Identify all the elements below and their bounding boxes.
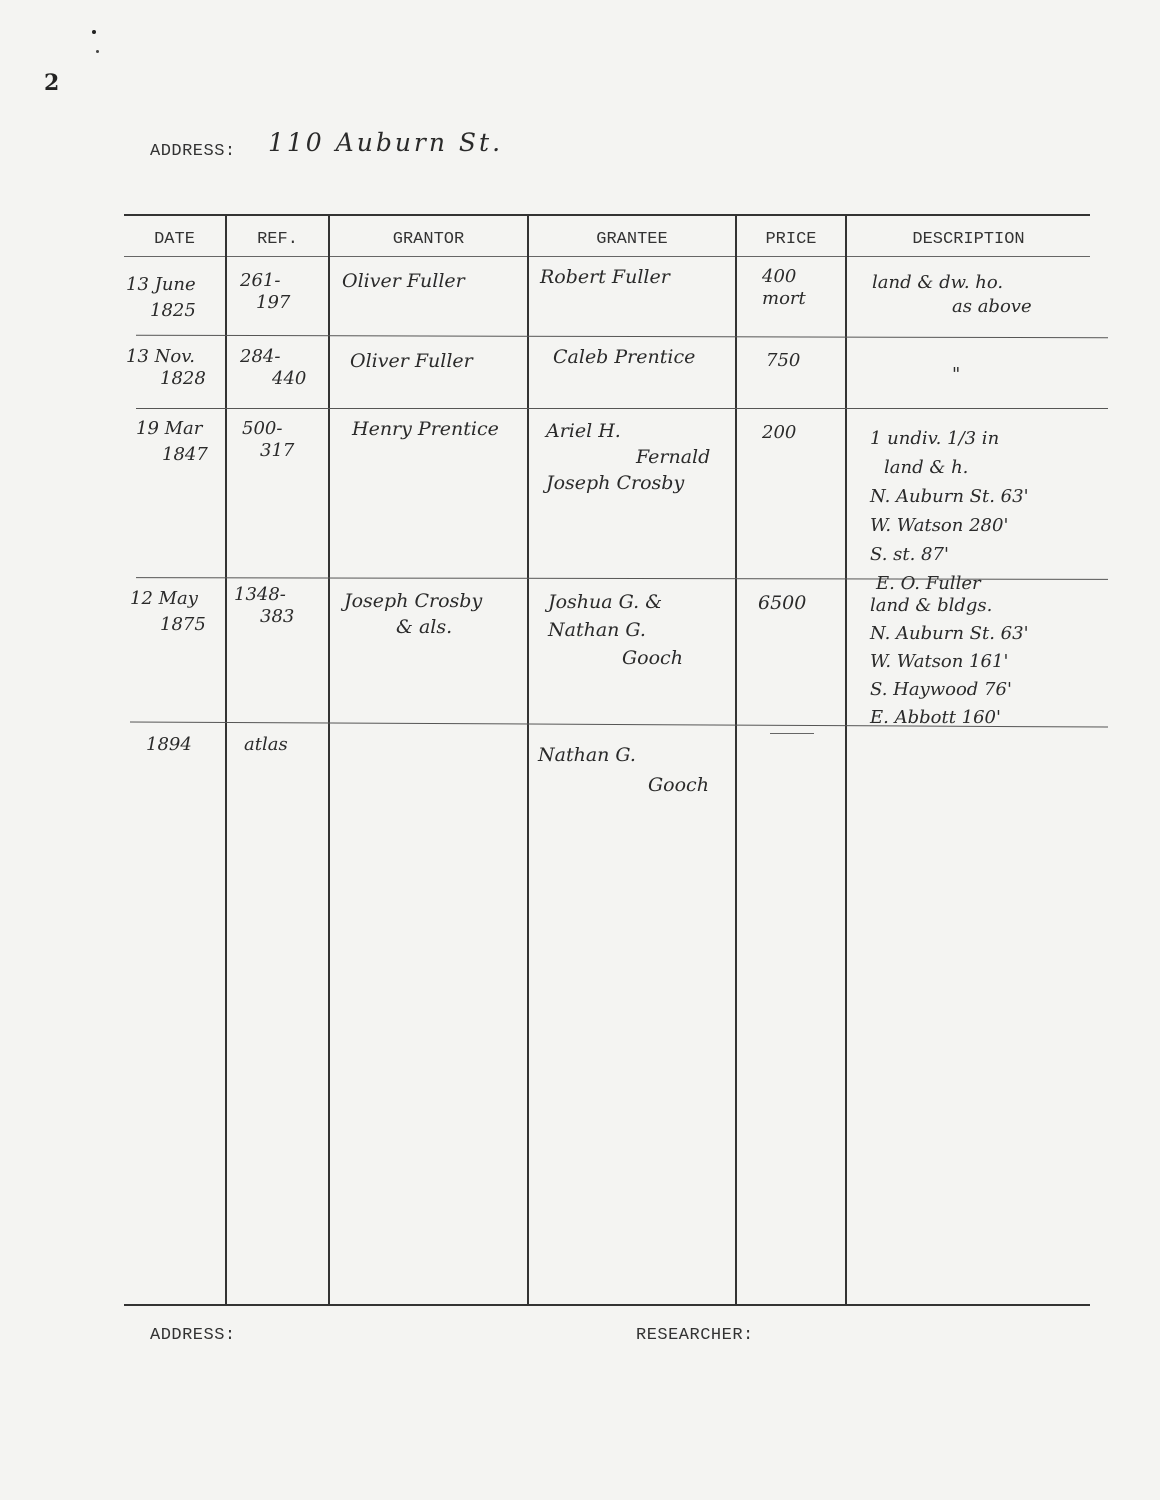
column-divider	[735, 214, 737, 1304]
column-divider	[328, 214, 330, 1304]
row-3-description: 1 undiv. 1/3 in land & h. N. Auburn St. 63' W. Watson 280' S. st. 87' E. O. Fuller	[870, 428, 1029, 594]
ink-dot	[92, 30, 96, 34]
row-4-price: 6500	[758, 592, 807, 614]
row-1-grantor: Oliver Fuller	[342, 270, 465, 292]
row-4-grantee: Joshua G. & Nathan G. Gooch	[548, 591, 683, 669]
row-3-price: 200	[762, 422, 797, 443]
table-top-rule	[124, 214, 1090, 216]
row-1-ref: 261- 197	[240, 270, 291, 313]
header-rule	[124, 256, 1090, 257]
dash-mark	[770, 733, 814, 734]
address-label: ADDRESS:	[150, 142, 236, 161]
row-separator	[136, 408, 1108, 409]
column-header-ref: REF.	[257, 230, 298, 249]
column-header-date: DATE	[154, 230, 195, 249]
row-4-date: 12 May 1875	[130, 588, 206, 635]
row-3-grantee: Ariel H. Fernald Joseph Crosby	[546, 420, 711, 494]
column-divider	[845, 214, 847, 1304]
row-1-date: 13 June 1825	[126, 274, 196, 321]
row-2-description: "	[952, 364, 961, 385]
row-1-price: 400 mort	[762, 266, 806, 309]
row-5-date: 1894	[146, 734, 192, 755]
row-5-ref: atlas	[244, 734, 288, 755]
table-bottom-rule	[124, 1304, 1090, 1306]
column-divider	[527, 214, 529, 1304]
row-1-description: land & dw. ho. as above	[872, 272, 1032, 317]
row-2-date: 13 Nov. 1828	[126, 346, 206, 389]
page-number: 2	[44, 70, 60, 96]
row-3-grantor: Henry Prentice	[352, 418, 499, 440]
row-4-description: land & bldgs. N. Auburn St. 63' W. Watson 161' S. Haywood 76' E. Abbott 160'	[870, 595, 1029, 728]
researcher-label: RESEARCHER:	[636, 1326, 754, 1345]
row-2-grantee: Caleb Prentice	[553, 346, 696, 368]
column-header-price: PRICE	[765, 230, 817, 249]
row-3-date: 19 Mar 1847	[136, 418, 208, 465]
row-separator	[136, 335, 1108, 339]
row-4-ref: 1348- 383	[234, 584, 295, 627]
row-2-ref: 284- 440	[240, 346, 307, 389]
row-3-ref: 500- 317	[242, 418, 295, 461]
row-1-grantee: Robert Fuller	[540, 266, 670, 288]
column-header-grantee: GRANTEE	[596, 230, 668, 249]
column-header-grantor: GRANTOR	[392, 230, 465, 249]
row-2-price: 750	[766, 350, 801, 371]
footer-address-label: ADDRESS:	[150, 1326, 236, 1345]
ink-dot	[96, 50, 99, 53]
address-value: 110 Auburn St.	[268, 128, 504, 157]
row-4-grantor: Joseph Crosby & als.	[344, 590, 483, 638]
row-2-grantor: Oliver Fuller	[350, 350, 473, 372]
column-divider	[225, 214, 227, 1304]
row-5-grantee: Nathan G. Gooch	[538, 744, 709, 796]
column-header-description: DESCRIPTION	[912, 230, 1025, 249]
